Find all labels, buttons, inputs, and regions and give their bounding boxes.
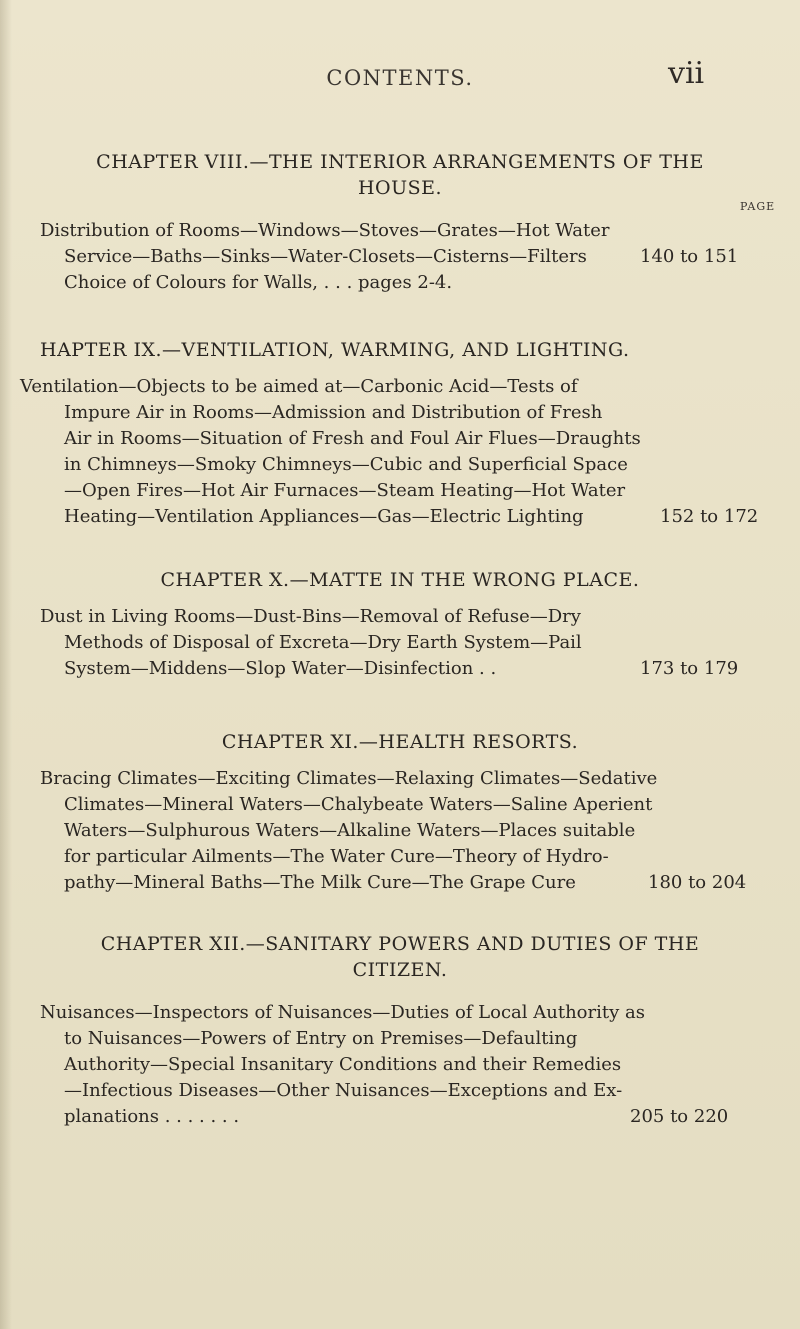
chapter-10-heading: CHAPTER X.—MATTE IN THE WRONG PLACE.: [160, 569, 640, 591]
chapter-11-pages: 180 to 204: [648, 872, 747, 893]
chapter-10-line-1: Dust in Living Rooms—Dust-Bins—Removal of Refuse—Dry: [40, 606, 581, 627]
chapter-8-line-2: Service—Baths—Sinks—Water-Closets—Cisterns—Filters: [64, 246, 587, 267]
chapter-9-line-6: Heating—Ventilation Appliances—Gas—Electric Lighting: [64, 506, 584, 527]
chapter-12-line-2: to Nuisances—Powers of Entry on Premises—Defaulting: [64, 1028, 578, 1049]
chapter-9-line-2: Impure Air in Rooms—Admission and Distribution of Fresh: [64, 402, 603, 423]
chapter-11-line-3: Waters—Sulphurous Waters—Alkaline Waters—Places suitable: [64, 820, 636, 841]
chapter-12-line-5: planations . . . . . . .: [64, 1106, 240, 1127]
chapter-9-line-4: in Chimneys—Smoky Chimneys—Cubic and Superficial Space: [64, 454, 628, 475]
chapter-11-line-5: pathy—Mineral Baths—The Milk Cure—The Grape Cure: [64, 872, 576, 893]
chapter-9-line-1: Ventilation—Objects to be aimed at—Carbonic Acid—Tests of: [20, 376, 578, 397]
chapter-12-line-4: —Infectious Diseases—Other Nuisances—Exceptions and Ex-: [64, 1080, 623, 1101]
chapter-8-heading-line-2: HOUSE.: [357, 177, 443, 199]
chapter-9-line-3: Air in Rooms—Situation of Fresh and Foul Air Flues—Draughts: [64, 428, 641, 449]
page-number: vii: [668, 56, 705, 91]
chapter-10-line-3: System—Middens—Slop Water—Disinfection . .: [64, 658, 497, 679]
chapter-8-pages: 140 to 151: [640, 246, 739, 267]
chapter-12-heading-line-1: CHAPTER XII.—SANITARY POWERS AND DUTIES OF THE: [100, 933, 700, 955]
chapter-11-line-1: Bracing Climates—Exciting Climates—Relaxing Climates—Sedative: [40, 768, 658, 789]
chapter-11-line-4: for particular Ailments—The Water Cure—Theory of Hydro-: [64, 846, 609, 867]
running-head: CONTENTS.: [326, 66, 474, 90]
chapter-9-pages: 152 to 172: [660, 506, 759, 527]
chapter-10-line-2: Methods of Disposal of Excreta—Dry Earth System—Pail: [64, 632, 582, 653]
chapter-8-heading-line-1: CHAPTER VIII.—THE INTERIOR ARRANGEMENTS OF THE: [96, 151, 704, 173]
chapter-9-heading: HAPTER IX.—VENTILATION, WARMING, AND LIGHTING.: [40, 339, 630, 361]
chapter-9-line-5: —Open Fires—Hot Air Furnaces—Steam Heating—Hot Water: [64, 480, 626, 501]
chapter-8-line-3: Choice of Colours for Walls, . . . pages 2-4.: [64, 272, 453, 293]
chapter-12-line-3: Authority—Special Insanitary Conditions and their Remedies: [64, 1054, 622, 1075]
chapter-12-pages: 205 to 220: [630, 1106, 729, 1127]
page-column-label: PAGE: [740, 200, 776, 213]
chapter-10-pages: 173 to 179: [640, 658, 739, 679]
chapter-11-line-2: Climates—Mineral Waters—Chalybeate Waters—Saline Aperient: [64, 794, 653, 815]
chapter-8-line-1: Distribution of Rooms—Windows—Stoves—Grates—Hot Water: [40, 220, 610, 241]
chapter-12-heading-line-2: CITIZEN.: [352, 959, 448, 981]
chapter-12-line-1: Nuisances—Inspectors of Nuisances—Duties of Local Authority as: [40, 1002, 645, 1023]
chapter-11-heading: CHAPTER XI.—HEALTH RESORTS.: [221, 731, 579, 753]
